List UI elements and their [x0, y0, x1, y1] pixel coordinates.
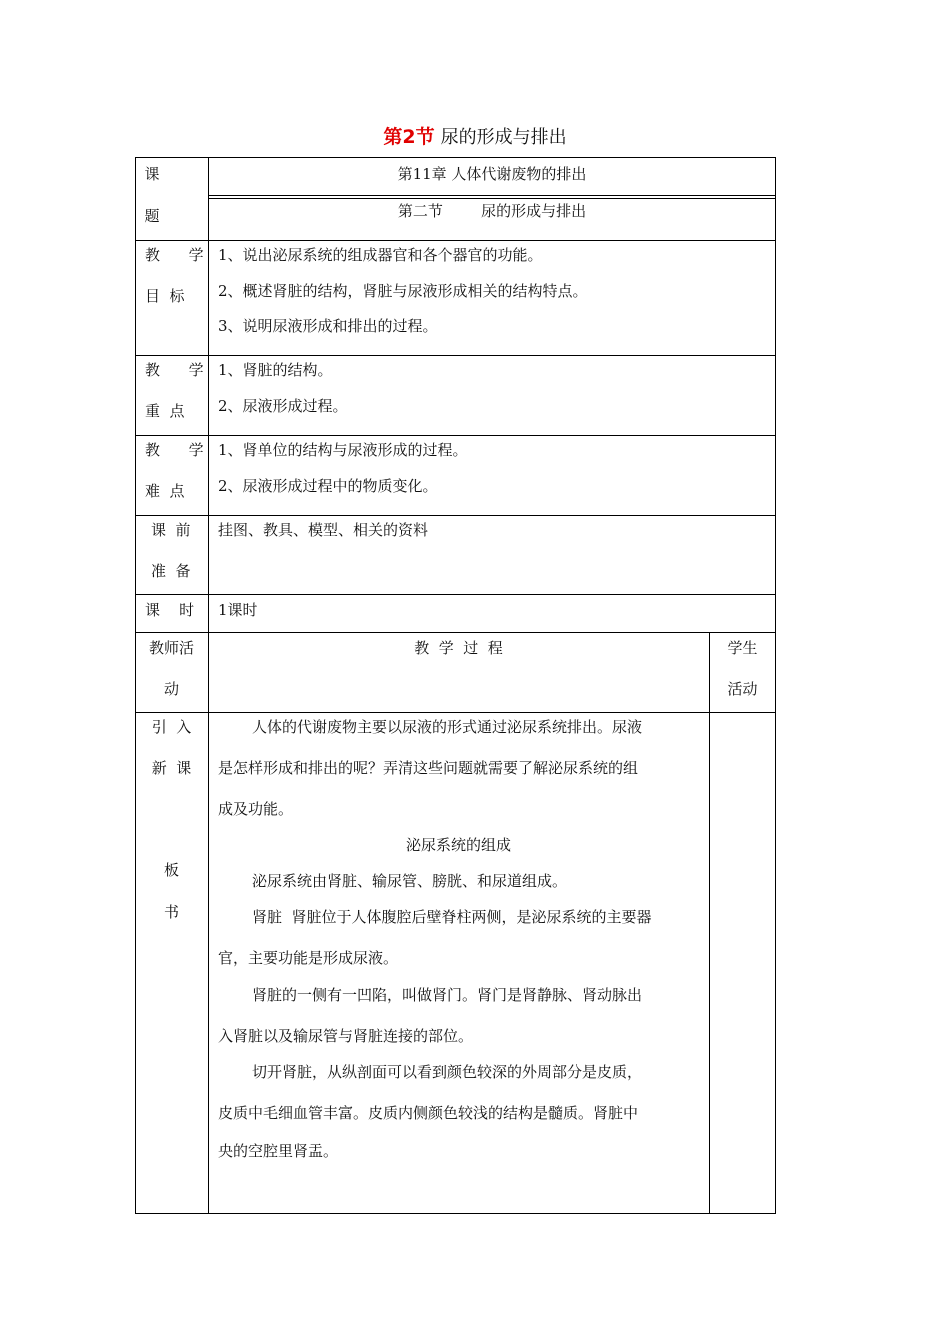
page-title — [0, 122, 950, 149]
topic-label-line-2: 题 — [144, 207, 160, 225]
intro-paragraph-line-2: 是怎样形成和排出的呢？弄清这些问题就需要了解泌尿系统的组 — [218, 759, 639, 777]
column-divider-left — [208, 157, 209, 1214]
student-activity-label-line-2: 活动 — [727, 680, 758, 698]
title-text: 尿的形成与排出 — [440, 127, 567, 148]
teacher-activity-label-line-1: 教师活 — [148, 639, 194, 657]
keypoint-item-1: 1、肾脏的结构。 — [218, 361, 333, 379]
intro-paragraph-line-3: 成及功能。 — [218, 800, 294, 818]
row-divider — [135, 594, 776, 595]
row-divider — [135, 355, 776, 356]
teaching-process-header: 教 学 过 程 — [414, 639, 503, 657]
section-title: 第二节 尿的形成与排出 — [397, 202, 587, 220]
hilum-paragraph-line-1: 肾脏的一侧有一凹陷，叫做肾门。肾门是肾静脉、肾动脉出 — [252, 986, 643, 1004]
new-lesson-label: 新 课 — [151, 759, 192, 777]
goals-label-line-2: 目 标 — [145, 287, 185, 305]
kidney-paragraph-line-1: 肾脏 肾脏位于人体腹腔后壁脊柱两侧，是泌尿系统的主要器 — [252, 908, 652, 926]
urinary-system-paragraph: 泌尿系统由肾脏、输尿管、膀胱、和尿道组成。 — [252, 872, 568, 890]
column-divider-right — [709, 632, 710, 1214]
row-divider — [135, 632, 776, 633]
board-label-line-2: 书 — [163, 903, 179, 921]
prep-label-line-2: 准 备 — [151, 562, 191, 580]
student-activity-label-line-1: 学生 — [727, 639, 758, 657]
kidney-paragraph-line-2: 官，主要功能是形成尿液。 — [218, 949, 399, 967]
intro-label: 引 入 — [151, 718, 192, 736]
keypoints-label-line-2: 重 点 — [145, 402, 185, 420]
goal-item-3: 3、说明尿液形成和排出的过程。 — [218, 317, 438, 335]
prep-label-line-1: 课 前 — [151, 521, 191, 539]
board-label-line-1: 板 — [163, 861, 179, 879]
intro-paragraph-line-1: 人体的代谢废物主要以尿液的形式通过泌尿系统排出。尿液 — [252, 718, 643, 736]
section-paragraph-line-2: 皮质中毛细血管丰富。皮质内侧颜色较浅的结构是髓质。肾脏中 — [218, 1104, 639, 1122]
keypoints-label-line-1: 教 学 — [145, 361, 204, 379]
teacher-activity-label-line-2: 动 — [163, 680, 179, 698]
difficulties-label-line-1: 教 学 — [145, 441, 204, 459]
goal-item-2: 2、概述肾脏的结构，肾脏与尿液形成相关的结构特点。 — [218, 282, 588, 300]
section-paragraph-line-1: 切开肾脏，从纵剖面可以看到颜色较深的外周部分是皮质， — [252, 1063, 643, 1081]
row-divider — [135, 712, 776, 713]
goal-item-1: 1、说出泌尿系统的组成器官和各个器官的功能。 — [218, 246, 543, 264]
urinary-system-heading: 泌尿系统的组成 — [405, 836, 511, 854]
difficulties-label-line-2: 难 点 — [145, 482, 185, 500]
row-divider-topic-double — [208, 198, 776, 199]
row-divider-topic — [208, 195, 776, 196]
hilum-paragraph-line-2: 入肾脏以及输尿管与肾脏连接的部位。 — [218, 1027, 474, 1045]
topic-label-line-1: 课 — [144, 165, 160, 183]
section-paragraph-line-3: 央的空腔里肾盂。 — [218, 1142, 339, 1160]
hours-label: 课 时 — [145, 601, 195, 619]
title-section-number: 第2节 — [383, 126, 435, 148]
keypoint-item-2: 2、尿液形成过程。 — [218, 397, 348, 415]
row-divider — [135, 435, 776, 436]
prep-text: 挂图、教具、模型、相关的资料 — [218, 521, 429, 539]
chapter-title: 第11章 人体代谢废物的排出 — [397, 165, 587, 183]
hours-text: 1课时 — [218, 601, 258, 619]
row-divider — [135, 515, 776, 516]
goals-label-line-1: 教 学 — [145, 246, 204, 264]
difficulty-item-1: 1、肾单位的结构与尿液形成的过程。 — [218, 441, 468, 459]
difficulty-item-2: 2、尿液形成过程中的物质变化。 — [218, 477, 438, 495]
row-divider — [135, 240, 776, 241]
